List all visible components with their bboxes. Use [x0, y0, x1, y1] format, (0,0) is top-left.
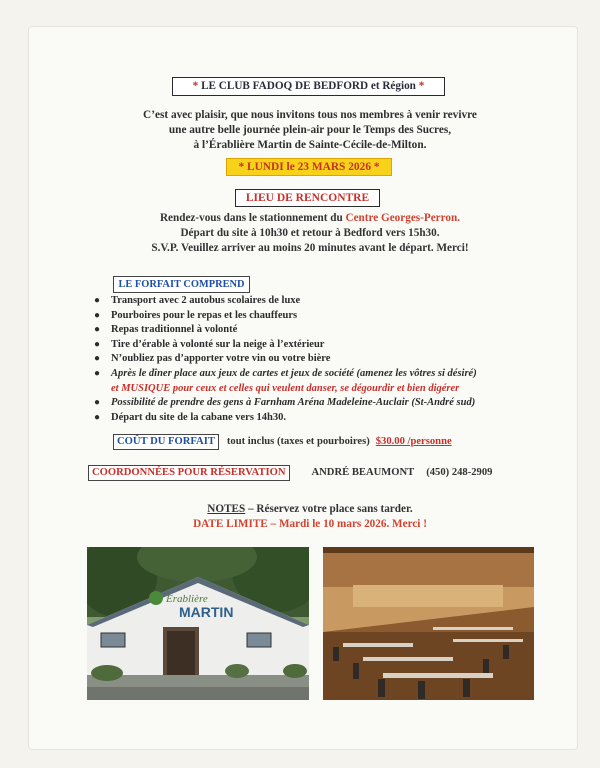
meeting-details [120, 211, 500, 256]
list-item [93, 323, 553, 338]
intro-line: une autre belle journée plein-air pour le Temps des Sucres, [168, 124, 452, 136]
bullet-icon: ● [94, 295, 101, 306]
contact-heading: COORDONNÉES POUR RÉSERVATION [88, 465, 290, 481]
club-title [172, 77, 445, 96]
list-item-text: N’oubliez pas d’apporter votre vin ou votre bière [111, 353, 331, 365]
meeting-line-2: Départ du site à 10h30 et retour à Bedford vers 15h30. [180, 227, 440, 239]
package-list [93, 294, 553, 425]
bullet-icon: ● [94, 397, 101, 409]
bullet-icon: ● [94, 309, 101, 321]
intro-line: C’est avec plaisir, que nous invitons tous nos membres à venir revivre [143, 109, 477, 121]
meeting-heading: LIEU DE RENCONTRE [235, 189, 380, 207]
list-item [93, 352, 553, 367]
meeting-place: Centre Georges-Perron. [345, 212, 461, 224]
list-item-text: Pourboires pour le repas et les chauffeurs [111, 309, 298, 321]
list-item-text: Départ du site de la cabane vers 14h30. [111, 411, 286, 423]
cost-row [113, 434, 452, 450]
intro-paragraph [60, 108, 560, 153]
list-item [93, 338, 553, 353]
meeting-line-1 [120, 211, 500, 226]
contact-phone: (450) 248-2909 [426, 467, 493, 478]
maple-leaf-icon [149, 591, 163, 605]
meeting-line-3: S.V.P. Veuillez arriver au moins 20 minutes avant le départ. Merci! [151, 242, 469, 254]
list-item-text: et MUSIQUE pour ceux et celles qui veulent danser, se dégourdir et bien digérer [111, 382, 460, 394]
title-text: LE CLUB FADOQ DE BEDFORD et Région [201, 80, 416, 92]
list-item-text: Tire d’érable à volonté sur la neige à l’extérieur [111, 338, 325, 350]
bullet-icon: ● [94, 411, 101, 423]
list-item [93, 367, 553, 382]
deadline-line: DATE LIMITE – Mardi le 10 mars 2026. Merci ! [193, 518, 427, 530]
cost-price: $30.00 /personne [375, 436, 452, 447]
list-item-text: Repas traditionnel à volonté [111, 324, 238, 336]
contact-row [88, 465, 492, 481]
sign-line-2: MARTIN [179, 604, 234, 620]
bullet-icon: ● [94, 324, 101, 336]
event-date-banner: * LUNDI le 23 MARS 2026 * [226, 158, 392, 176]
bullet-icon: ● [94, 367, 101, 379]
meeting-prefix: Rendez-vous dans le stationnement du [159, 212, 346, 224]
list-item-continuation [93, 382, 553, 397]
notes-text: – Réservez votre place sans tarder. [245, 503, 413, 515]
cost-heading: COÛT DU FORFAIT [113, 434, 219, 450]
notes-label: NOTES [207, 503, 246, 515]
list-item-text: Après le dîner place aux jeux de cartes et jeux de société (amenez les vôtres si désiré) [111, 367, 477, 379]
title-star-right: * [415, 80, 425, 92]
list-item [93, 309, 553, 324]
cost-description: tout inclus (taxes et pourboires) [226, 436, 370, 447]
sign-line-1: Érablière [166, 593, 208, 605]
package-heading: LE FORFAIT COMPREND [113, 276, 250, 293]
intro-line: à l’Érablière Martin de Sainte-Cécile-de-Milton. [193, 139, 427, 151]
notes-line [130, 502, 490, 517]
sugar-shack-photo [87, 547, 309, 700]
list-item [93, 411, 553, 426]
dining-hall-photo [323, 547, 534, 700]
title-star-left: * [192, 80, 202, 92]
list-item [93, 396, 553, 411]
bullet-icon: ● [94, 338, 101, 350]
list-item [93, 294, 553, 309]
list-item-text: Transport avec 2 autobus scolaires de luxe [111, 295, 301, 306]
notes-section [130, 502, 490, 532]
contact-name: ANDRÉ BEAUMONT [311, 467, 415, 478]
bullet-icon: ● [94, 353, 101, 365]
list-item-text: Possibilité de prendre des gens à Farnham Aréna Madeleine-Auclair (St-André sud) [111, 397, 476, 409]
